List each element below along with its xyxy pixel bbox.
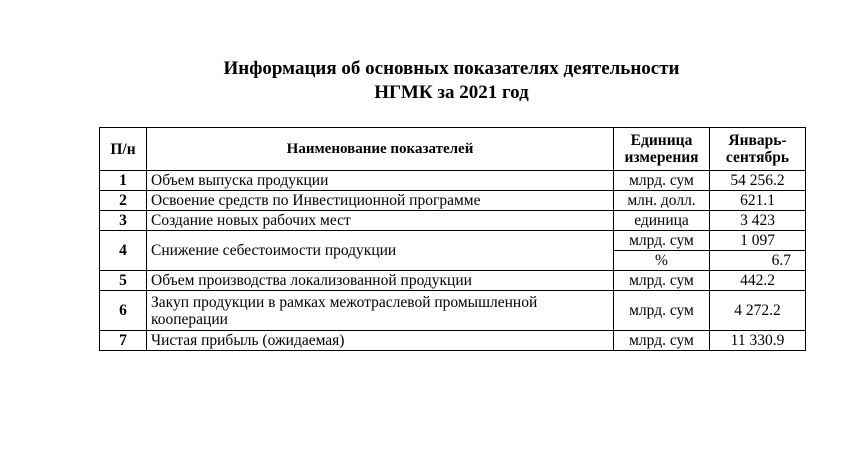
table-row [100, 291, 806, 331]
row-name: Объем выпуска продукции [147, 171, 614, 191]
row-unit: млн. долл. [614, 191, 710, 211]
row-value-secondary: 6.7 [710, 251, 806, 271]
row-name: Закуп продукции в рамках межотраслевой промышленной кооперации [147, 291, 614, 331]
row-name: Чистая прибыль (ожидаемая) [147, 331, 614, 351]
table-row [100, 271, 806, 291]
indicators-table [99, 127, 806, 351]
row-name: Освоение средств по Инвестиционной программе [147, 191, 614, 211]
row-name: Снижение себестоимости продукции [147, 231, 614, 271]
row-value: 4 272.2 [710, 291, 806, 331]
header-name: Наименование показателей [147, 128, 614, 171]
header-unit: Единица измерения [614, 128, 710, 171]
table-row [100, 231, 806, 251]
table-header-row [100, 128, 806, 171]
row-num: 7 [100, 331, 147, 351]
row-num: 5 [100, 271, 147, 291]
document-title [0, 57, 853, 105]
row-unit: млрд. сум [614, 231, 710, 251]
title-line-1: Информация об основных показателях деятельности [223, 58, 680, 79]
row-num: 6 [100, 291, 147, 331]
row-unit: единица [614, 211, 710, 231]
table-row [100, 211, 806, 231]
row-unit: млрд. сум [614, 271, 710, 291]
row-num: 4 [100, 231, 147, 271]
row-num: 2 [100, 191, 147, 211]
row-value: 442.2 [710, 271, 806, 291]
row-name: Объем производства локализованной продукции [147, 271, 614, 291]
header-num: П/н [100, 128, 147, 171]
row-unit-secondary: % [614, 251, 710, 271]
row-value: 3 423 [710, 211, 806, 231]
row-value: 621.1 [710, 191, 806, 211]
table-row [100, 191, 806, 211]
row-value: 11 330.9 [710, 331, 806, 351]
table-row [100, 171, 806, 191]
row-num: 1 [100, 171, 147, 191]
row-value: 54 256.2 [710, 171, 806, 191]
row-num: 3 [100, 211, 147, 231]
header-period: Январь-сентябрь [710, 128, 806, 171]
row-unit: млрд. сум [614, 171, 710, 191]
table-row [100, 331, 806, 351]
row-value: 1 097 [710, 231, 806, 251]
title-line-2: НГМК за 2021 год [374, 82, 529, 103]
row-unit: млрд. сум [614, 291, 710, 331]
row-name: Создание новых рабочих мест [147, 211, 614, 231]
row-unit: млрд. сум [614, 331, 710, 351]
